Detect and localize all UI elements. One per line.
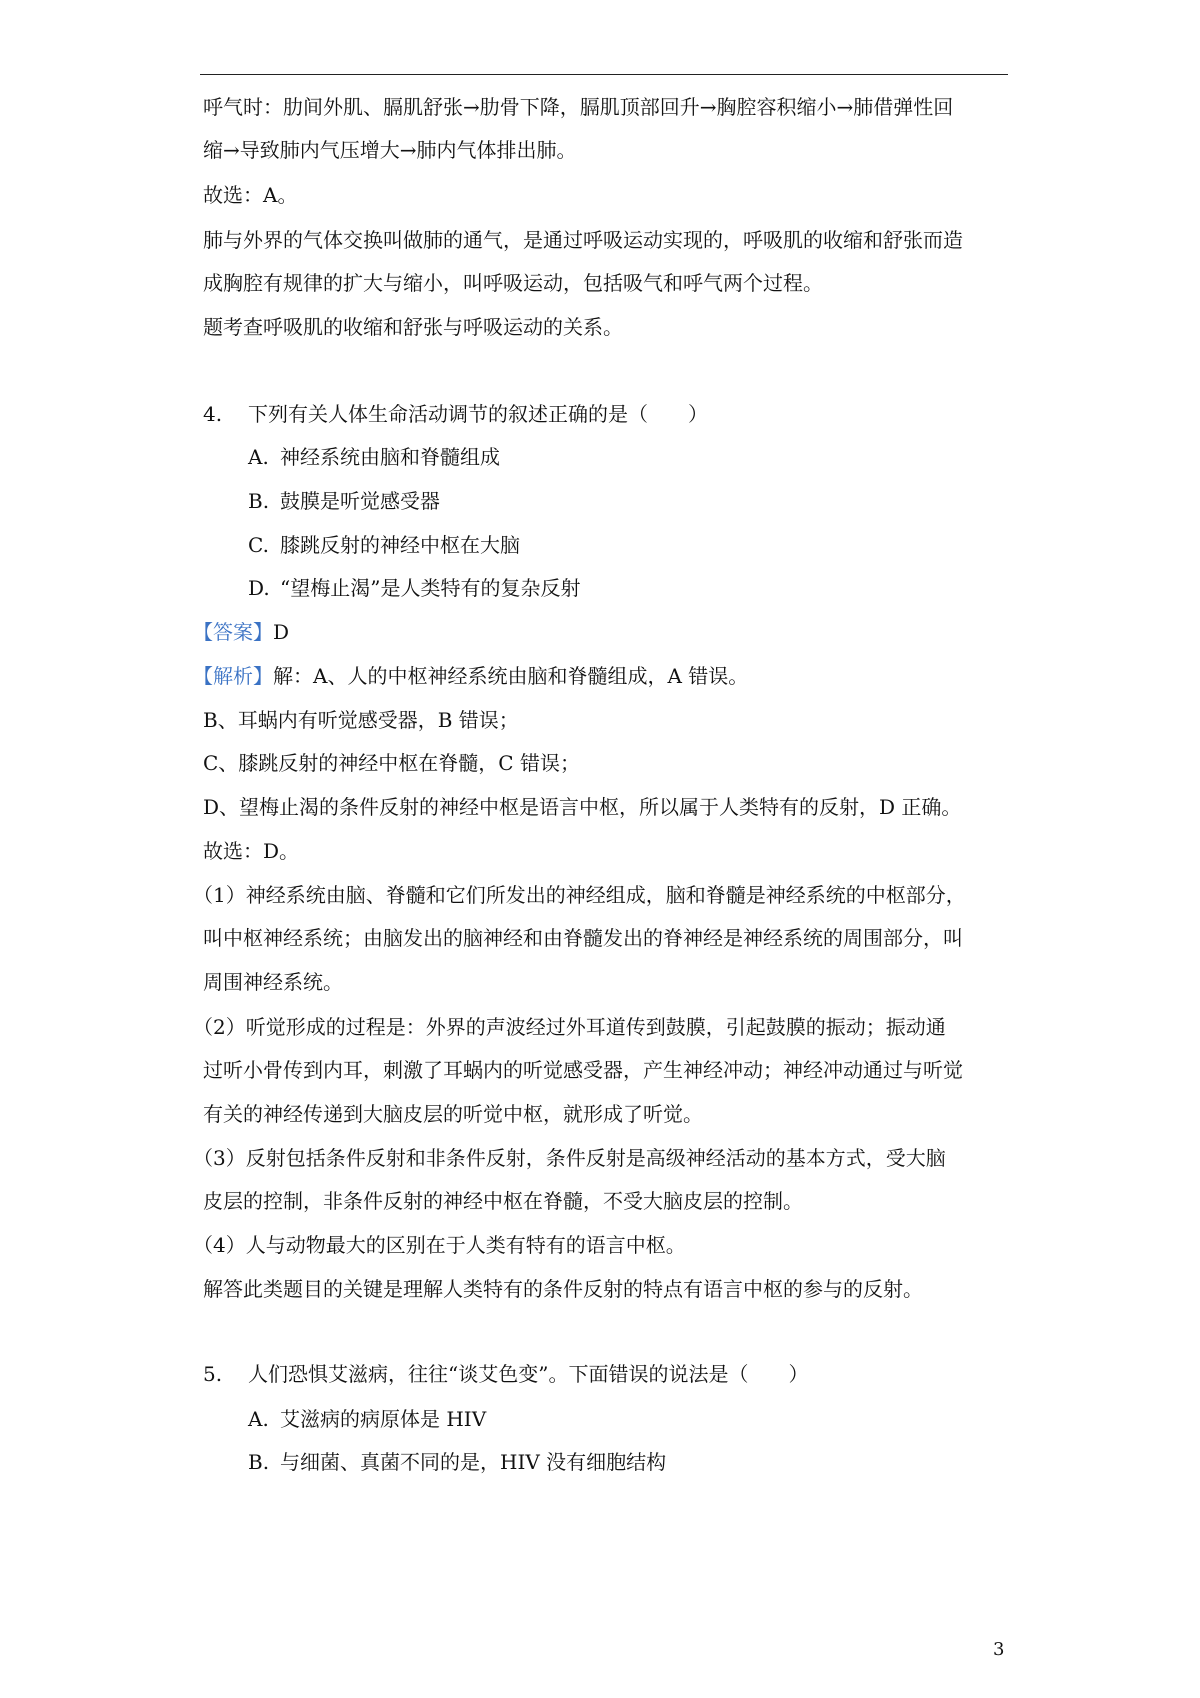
answer-line [193,618,289,646]
analysis-tag: 【解析】 [193,664,273,688]
option-letter: A. [248,445,269,469]
question-5-text: 人们恐惧艾滋病，往往“谈艾色变”。下面错误的说法是（ ） [248,1362,809,1386]
question-4-text: 下列有关人体生命活动调节的叙述正确的是（ ） [248,402,708,426]
option-text: 神经系统由脑和脊髓组成 [280,445,500,469]
question-4-option-b [248,487,440,515]
analysis-line: D、望梅止渴的条件反射的神经中枢是语言中枢，所以属于人类特有的反射，D 正确。 [203,795,962,819]
question-4-option-a [248,443,500,471]
analysis-line: 有关的神经传递到大脑皮层的听觉中枢，就形成了听觉。 [203,1102,703,1126]
analysis-line: 皮层的控制，非条件反射的神经中枢在脊髓，不受大脑皮层的控制。 [203,1189,803,1213]
analysis-line: 周围神经系统。 [203,970,343,994]
page-number: 3 [993,1639,1005,1660]
analysis-line: （1）神经系统由脑、脊髓和它们所发出的神经组成，脑和脊髓是神经系统的中枢部分， [193,883,966,907]
question-5-number: 5. [203,1362,223,1386]
option-text: 艾滋病的病原体是 HIV [280,1407,487,1431]
analysis-line: B、耳蜗内有听觉感受器，B 错误； [203,708,519,732]
text-line: 呼气时：肋间外肌、膈肌舒张→肋骨下降，膈肌顶部回升→胸腔容积缩小→肺借弹性回 [203,95,954,119]
analysis-line: （2）听觉形成的过程是：外界的声波经过外耳道传到鼓膜，引起鼓膜的振动；振动通 [193,1015,946,1039]
question-4-option-c [248,531,520,559]
option-letter: A. [248,1407,269,1431]
text-line: 肺与外界的气体交换叫做肺的通气，是通过呼吸运动实现的，呼吸肌的收缩和舒张而造 [203,228,963,252]
option-letter: D. [248,576,270,600]
option-letter: B. [248,1450,270,1474]
analysis-line: （3）反射包括条件反射和非条件反射，条件反射是高级神经活动的基本方式，受大脑 [193,1146,946,1170]
option-text: “望梅止渴”是人类特有的复杂反射 [280,576,581,600]
option-letter: C. [248,533,269,557]
question-4-option-d [248,574,580,602]
header-rule [200,74,1008,75]
text-line: 成胸腔有规律的扩大与缩小，叫呼吸运动，包括吸气和呼气两个过程。 [203,271,823,295]
analysis-line [193,662,748,690]
question-5-option-a [248,1405,486,1433]
text-line: 故选：A。 [203,183,298,207]
option-text: 鼓膜是听觉感受器 [280,489,440,513]
question-5-option-b [248,1448,666,1476]
analysis-line: （4）人与动物最大的区别在于人类有特有的语言中枢。 [193,1233,686,1257]
answer-tag: 【答案】 [193,620,273,644]
analysis-line: 过听小骨传到内耳，刺激了耳蜗内的听觉感受器，产生神经冲动；神经冲动通过与听觉 [203,1058,963,1082]
analysis-line: C、膝跳反射的神经中枢在脊髓，C 错误； [203,751,580,775]
option-text: 与细菌、真菌不同的是，HIV 没有细胞结构 [280,1450,667,1474]
option-text: 膝跳反射的神经中枢在大脑 [280,533,520,557]
option-letter: B. [248,489,270,513]
text-line: 缩→导致肺内气压增大→肺内气体排出肺。 [203,138,577,162]
analysis-line: 故选：D。 [203,839,300,863]
answer-value: D [273,620,290,644]
text-line: 题考查呼吸肌的收缩和舒张与呼吸运动的关系。 [203,315,623,339]
analysis-line: 解答此类题目的关键是理解人类特有的条件反射的特点有语言中枢的参与的反射。 [203,1277,923,1301]
analysis-text: 解：A、人的中枢神经系统由脑和脊髓组成，A 错误。 [273,664,749,688]
question-4-number: 4. [203,402,223,426]
analysis-line: 叫中枢神经系统；由脑发出的脑神经和由脊髓发出的脊神经是神经系统的周围部分，叫 [203,926,963,950]
